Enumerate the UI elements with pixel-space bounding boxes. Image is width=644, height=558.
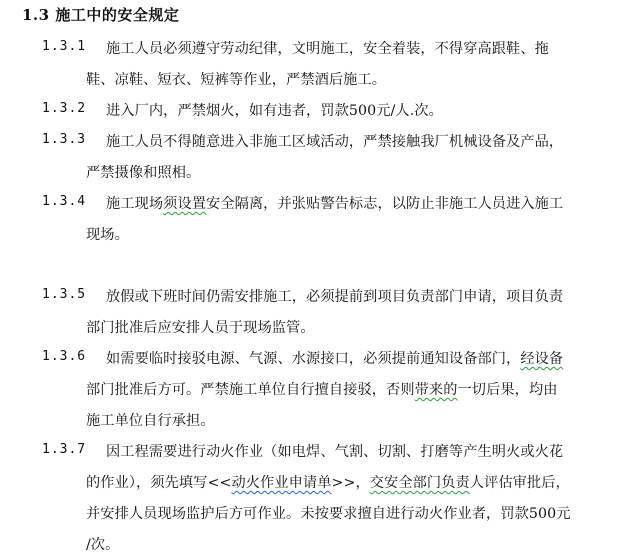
clause-text-line: 因工程需要进行动火作业（如电焊、气割、切割、打磨等产生明火或火花 <box>106 444 564 460</box>
clause-number: 1.3.6 <box>42 349 87 364</box>
grammar-marked-text: 交安全部门负责 <box>369 475 470 491</box>
clause-number: 1.3.4 <box>42 194 87 209</box>
clause-text-line: 施工人员必须遵守劳动纪律，文明施工，安全着装，不得穿高跟鞋、拖 <box>106 41 549 57</box>
text-segment: >>， <box>331 475 370 491</box>
text-segment: 的作业），须先填写<< <box>86 475 232 491</box>
text-segment: 部门批准后方可。严禁施工单位自行擅自接驳，否则 <box>86 382 415 398</box>
clause-number: 1.3.5 <box>42 287 87 302</box>
section-heading: 1.3 施工中的安全规定 <box>22 6 180 24</box>
text-segment: 一切后果，均由 <box>457 382 558 398</box>
clause-text-line: 鞋、凉鞋、短衣、短裤等作业，严禁酒后施工。 <box>86 72 387 88</box>
clause-number: 1.3.2 <box>42 101 87 116</box>
clause-text-line: 部门批准后应安排人员于现场监管。 <box>86 320 315 336</box>
grammar-marked-text: 带来的 <box>414 382 458 398</box>
clause-text-line <box>106 193 563 213</box>
grammar-marked-text: 须设置 <box>163 196 207 212</box>
text-segment: 人评估审批后， <box>469 475 570 491</box>
text-segment: 施工现场 <box>106 196 164 212</box>
clause-text-line: 放假或下班时间仍需安排施工，必须提前到项目负责部门申请，项目负责 <box>106 289 564 305</box>
clause-text-line: 施工人员不得随意进入非施工区域活动，严禁接触我厂机械设备及产品， <box>106 134 564 150</box>
clause-number: 1.3.7 <box>42 442 87 457</box>
spelling-marked-text: 动火作业申请单 <box>231 475 332 491</box>
grammar-marked-text: 经设备 <box>520 351 564 367</box>
clause-text-line: /次。 <box>86 537 120 553</box>
clause-text-line <box>86 379 558 399</box>
clause-number: 1.3.1 <box>42 39 87 54</box>
clause-text-line: 并安排人员现场监护后方可作业。未按要求擅自进行动火作业者，罚款500元 <box>86 506 571 522</box>
clause-text-line: 进入厂内，严禁烟火，如有违者，罚款500元/人.次。 <box>106 103 443 119</box>
clause-number: 1.3.3 <box>42 132 87 147</box>
clause-text-line: 现场。 <box>86 227 129 243</box>
clause-text-line <box>106 348 563 368</box>
clause-text-line: 施工单位自行承担。 <box>86 413 215 429</box>
text-segment: 如需要临时接驳电源、气源、水源接口，必须提前通知设备部门， <box>106 351 521 367</box>
clause-text-line: 严禁摄像和照相。 <box>86 165 201 181</box>
clause-text-line <box>86 472 570 492</box>
text-segment: 安全隔离，并张贴警告标志，以防止非施工人员进入施工 <box>206 196 564 212</box>
